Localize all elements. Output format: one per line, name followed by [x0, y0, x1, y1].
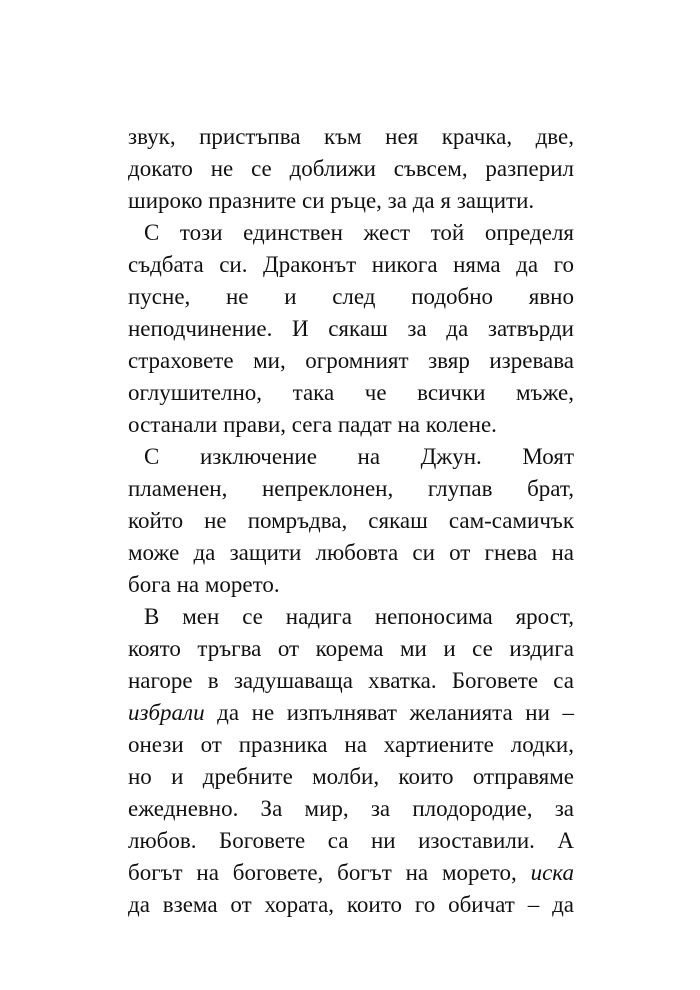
paragraph — [128, 441, 574, 601]
emphasis: избрали — [128, 700, 205, 725]
text-line: С изключение на Джун. Моят — [144, 444, 574, 469]
paragraph — [128, 121, 574, 217]
text-line: ежедневно. За мир, за плодородие, за — [128, 796, 574, 821]
text-line: пламенен, непреклонен, глупав брат, — [128, 476, 574, 501]
text-line: В мен се надига непоносима ярост, — [144, 604, 574, 629]
text-line: пусне, не и след подобно явно — [128, 284, 574, 309]
text-line: страховете ми, огромният звяр изревава — [128, 348, 574, 373]
text-line: широко празните си ръце, за да я защити. — [128, 188, 535, 213]
page-body — [128, 121, 574, 921]
text-line: останали прави, сега падат на колене. — [128, 412, 497, 437]
paragraph — [128, 601, 574, 921]
text-line: онези от празника на хартиените лодки, — [128, 732, 574, 757]
emphasis: иска — [530, 860, 574, 885]
text-line: С този единствен жест той определя — [144, 220, 574, 245]
text-line: докато не се доближи съвсем, разперил — [128, 156, 574, 181]
text-line: но и дребните молби, които отправяме — [128, 764, 574, 789]
paragraph — [128, 217, 574, 441]
text-line: да взема от хората, които го обичат – да — [128, 892, 574, 917]
text-line: който не помръдва, сякаш сам-самичък — [128, 508, 574, 533]
text-line: нагоре в задушаваща хватка. Боговете са — [128, 668, 574, 693]
text-line: съдбата си. Драконът никога няма да го — [128, 252, 574, 277]
text-line: богът на боговете, богът на морето, иска — [128, 860, 574, 885]
text-line: неподчинение. И сякаш за да затвърди — [128, 316, 574, 341]
text-line: любов. Боговете са ни изоставили. А — [128, 828, 574, 853]
text-line: звук, пристъпва към нея крачка, две, — [128, 124, 574, 149]
text-line: бога на морето. — [128, 572, 280, 597]
text-line: оглушително, така че всички мъже, — [128, 380, 574, 405]
text-line: може да защити любовта си от гнева на — [128, 540, 574, 565]
text-line: която тръгва от корема ми и се издига — [128, 636, 574, 661]
text-line: избрали да не изпълняват желанията ни – — [128, 700, 574, 725]
